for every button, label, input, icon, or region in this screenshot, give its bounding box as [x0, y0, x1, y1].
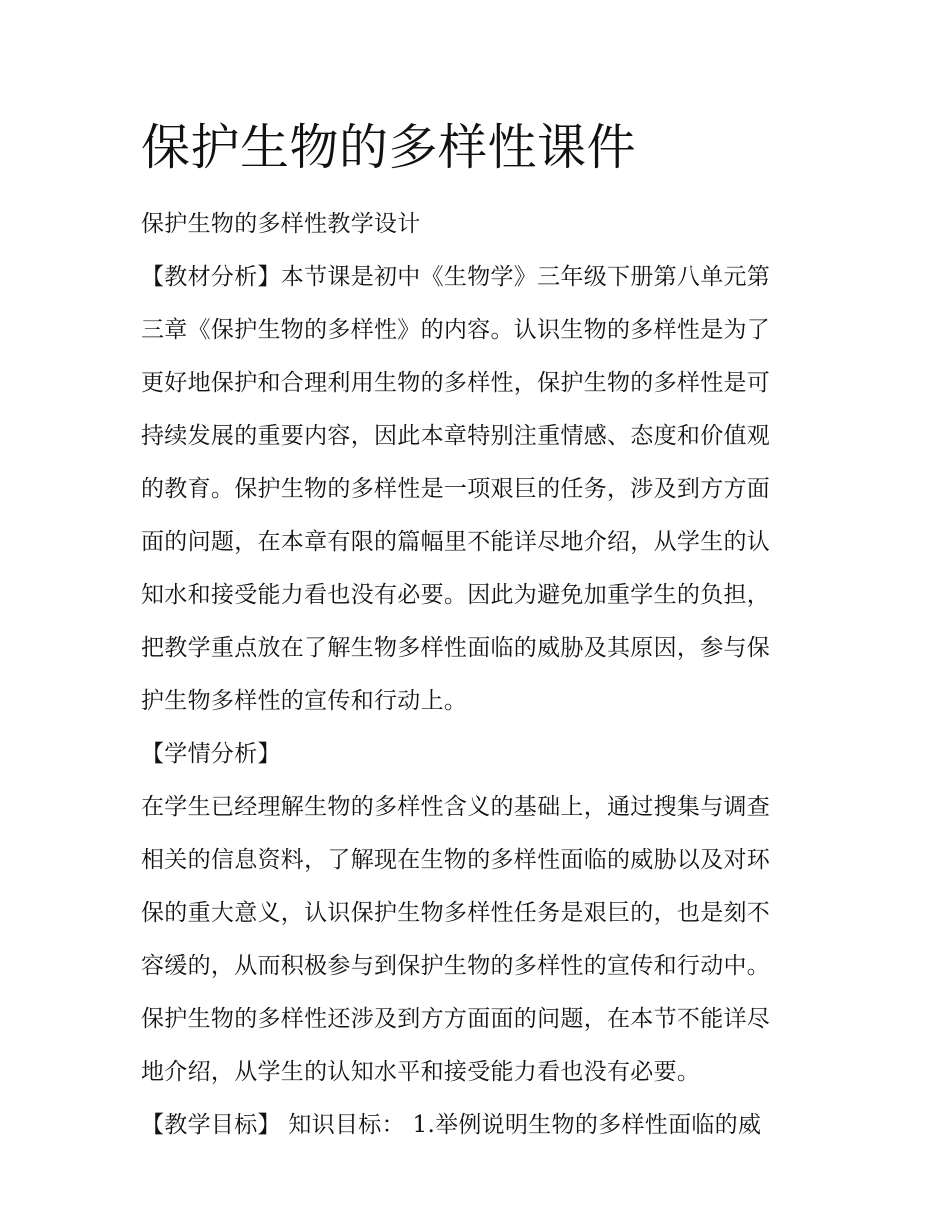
- body-line: 知水和接受能力看也没有必要。因此为避免加重学生的负担，: [141, 582, 771, 608]
- section-heading-teaching-goals: 【教学目标】 知识目标： 1.举例说明生物的多样性面临的威: [141, 1112, 762, 1138]
- body-line: 更好地保护和合理利用生物的多样性，保护生物的多样性是可: [141, 370, 771, 396]
- body-line: 把教学重点放在了解生物多样性面临的威胁及其原因，参与保: [141, 635, 771, 661]
- document-body: [141, 198, 813, 1152]
- body-line: 三章《保护生物的多样性》的内容。认识生物的多样性是为了: [141, 317, 771, 343]
- body-line: 地介绍，从学生的认知水平和接受能力看也没有必要。: [141, 1059, 701, 1085]
- body-line: 容缓的，从而积极参与到保护生物的多样性的宣传和行动中。: [141, 953, 771, 979]
- body-line: 在学生已经理解生物的多样性含义的基础上，通过搜集与调查: [141, 794, 771, 820]
- body-line: 相关的信息资料，了解现在生物的多样性面临的威胁以及对环: [141, 847, 771, 873]
- section-heading-learner-analysis: 【学情分析】: [141, 741, 281, 767]
- body-line: 【教材分析】本节课是初中《生物学》三年级下册第八单元第: [141, 264, 771, 290]
- body-line: 保护生物的多样性还涉及到方方面面的问题，在本节不能详尽: [141, 1006, 771, 1032]
- body-line: 持续发展的重要内容，因此本章特别注重情感、态度和价值观: [141, 423, 771, 449]
- document-title: 保护生物的多样性课件: [141, 119, 637, 176]
- body-line: 的教育。保护生物的多样性是一项艰巨的任务，涉及到方方面: [141, 476, 771, 502]
- body-line: 保的重大意义，认识保护生物多样性任务是艰巨的，也是刻不: [141, 900, 771, 926]
- body-line: 护生物多样性的宣传和行动上。: [141, 688, 468, 714]
- body-line: 面的问题，在本章有限的篇幅里不能详尽地介绍，从学生的认: [141, 529, 771, 555]
- body-line-subtitle: 保护生物的多样性教学设计: [141, 211, 421, 237]
